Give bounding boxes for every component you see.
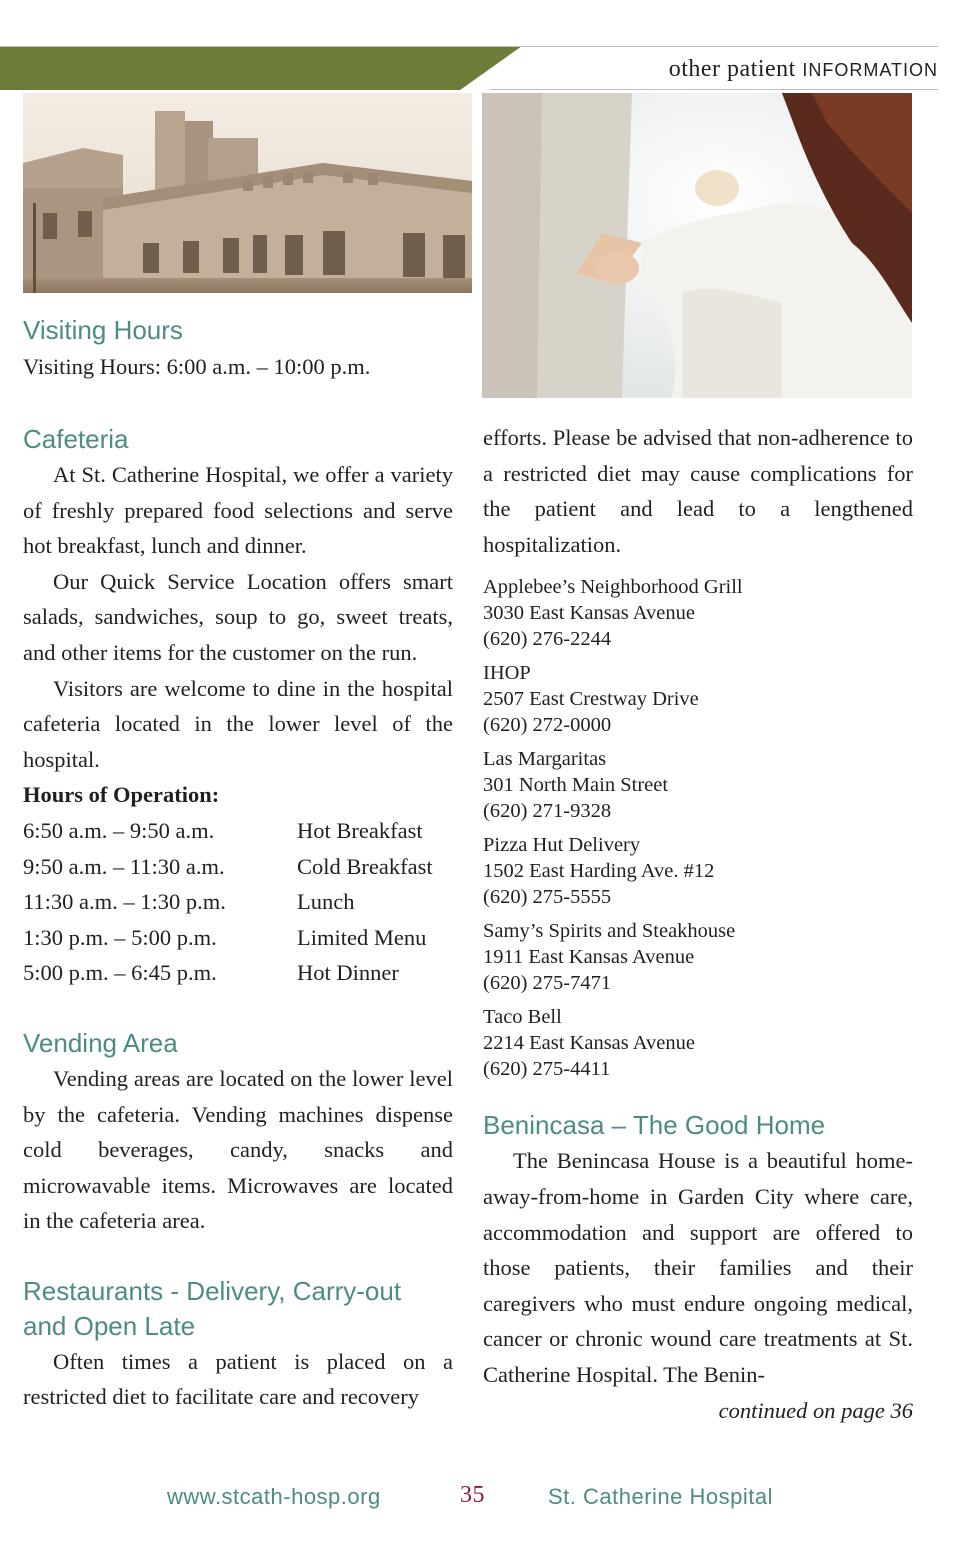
left-column — [23, 313, 453, 1415]
cafeteria-paragraph-3: Visitors are welcome to dine in the hospital cafeteria located in the lower level of the hospital. — [23, 675, 453, 772]
restaurant-address: 301 North Main Street — [483, 774, 669, 797]
restaurant-phone: (620) 272-0000 — [483, 714, 612, 737]
vending-heading: Vending Area — [23, 1027, 178, 1058]
restaurants-heading-line-2: and Open Late — [23, 1310, 196, 1341]
hours-table — [23, 813, 453, 991]
hours-row — [23, 884, 453, 920]
restaurant-entry — [483, 832, 913, 910]
section-title — [669, 56, 938, 83]
restaurant-list — [483, 574, 913, 1082]
restaurant-phone: (620) 276-2244 — [483, 628, 612, 651]
restaurant-phone: (620) 275-5555 — [483, 886, 612, 909]
restaurant-phone: (620) 275-4411 — [483, 1058, 611, 1081]
restaurant-phone: (620) 275-7471 — [483, 972, 612, 995]
footer-hospital-name: St. Catherine Hospital — [548, 1484, 773, 1509]
restaurant-name: Pizza Hut Delivery — [483, 834, 641, 857]
vending-paragraph: Vending areas are located on the lower level by the cafeteria. Vending machines dispense cold beverages, candy, snacks and microwavable items. Microwaves are located in the cafeteria area. — [23, 1065, 453, 1234]
cafeteria-paragraph-1: At St. Catherine Hospital, we offer a variety of freshly prepared food selections and serve hot breakfast, lunch and dinner. — [23, 462, 453, 559]
restaurant-name: IHOP — [483, 662, 531, 685]
restaurant-address: 1502 East Harding Ave. #12 — [483, 860, 715, 883]
hours-time: 11:30 a.m. – 1:30 p.m. — [23, 889, 226, 915]
hours-time: 1:30 p.m. – 5:00 p.m. — [23, 924, 217, 950]
hours-meal: Limited Menu — [297, 924, 427, 950]
header-rule-bottom — [490, 89, 938, 90]
restaurant-entry — [483, 918, 913, 996]
hours-of-operation-title: Hours of Operation: — [23, 782, 220, 808]
hours-row — [23, 955, 453, 991]
nurse-child-photo — [482, 93, 912, 398]
visiting-hours-text: Visiting Hours: 6:00 a.m. – 10:00 p.m. — [23, 354, 371, 379]
section-title-prefix: other patient — [668, 56, 796, 82]
hours-meal: Cold Breakfast — [297, 853, 433, 879]
cafeteria-paragraph-2: Our Quick Service Location offers smart salads, sandwiches, soup to go, sweet treats, and other items for the customer on the run. — [23, 568, 453, 665]
hours-time: 6:50 a.m. – 9:50 a.m. — [23, 817, 215, 843]
restaurant-address: 2507 East Crestway Drive — [483, 688, 699, 711]
restaurant-entry — [483, 1004, 913, 1082]
restaurant-address: 2214 East Kansas Avenue — [483, 1032, 695, 1055]
benincasa-heading: Benincasa – The Good Home — [483, 1110, 826, 1141]
hours-meal: Hot Breakfast — [297, 817, 423, 843]
page-number: 35 — [460, 1482, 485, 1508]
hours-meal: Lunch — [297, 889, 355, 915]
hours-time: 9:50 a.m. – 11:30 a.m. — [23, 853, 225, 879]
restaurants-paragraph-continued: efforts. Please be advised that non-adherence to a restricted diet may cause complications for the patient and lead to a lengthened hospitalization. — [483, 425, 913, 557]
restaurant-address: 3030 East Kansas Avenue — [483, 602, 695, 625]
hours-row — [23, 920, 453, 956]
restaurant-entry — [483, 574, 913, 652]
hours-meal: Hot Dinner — [297, 960, 399, 986]
benincasa-paragraph: The Benincasa House is a beautiful home-away-from-home in Garden City where care, accommodation and support are offered to those patients, their families and their caregivers who must endure ongoing medical, cancer or chronic wound care treatments at St. Catherine Hospital. The Benin- — [483, 1148, 913, 1387]
visiting-hours-heading: Visiting Hours — [23, 315, 183, 345]
restaurant-entry — [483, 660, 913, 738]
continued-note: continued on page 36 — [718, 1397, 913, 1423]
footer-website-link[interactable]: www.stcath-hosp.org — [167, 1484, 381, 1509]
hours-row — [23, 813, 453, 849]
hours-row — [23, 849, 453, 885]
section-title-caps: INFORMATION — [802, 60, 938, 80]
restaurant-entry — [483, 746, 913, 824]
cafeteria-heading: Cafeteria — [23, 424, 129, 454]
restaurants-paragraph: Often times a patient is placed on a restricted diet to facilitate care and recovery — [23, 1348, 453, 1410]
hours-time: 5:00 p.m. – 6:45 p.m. — [23, 960, 217, 986]
restaurant-name: Applebee’s Neighborhood Grill — [483, 576, 743, 599]
restaurant-phone: (620) 271-9328 — [483, 800, 612, 823]
restaurant-name: Samy’s Spirits and Steakhouse — [483, 920, 736, 943]
header-rule — [0, 46, 938, 47]
hospital-building-photo — [23, 93, 472, 293]
restaurant-name: Taco Bell — [483, 1006, 562, 1029]
restaurant-name: Las Margaritas — [483, 748, 607, 771]
right-column — [483, 420, 913, 1428]
restaurants-heading-line-1: Restaurants - Delivery, Carry-out — [23, 1275, 402, 1306]
restaurant-address: 1911 East Kansas Avenue — [483, 946, 695, 969]
